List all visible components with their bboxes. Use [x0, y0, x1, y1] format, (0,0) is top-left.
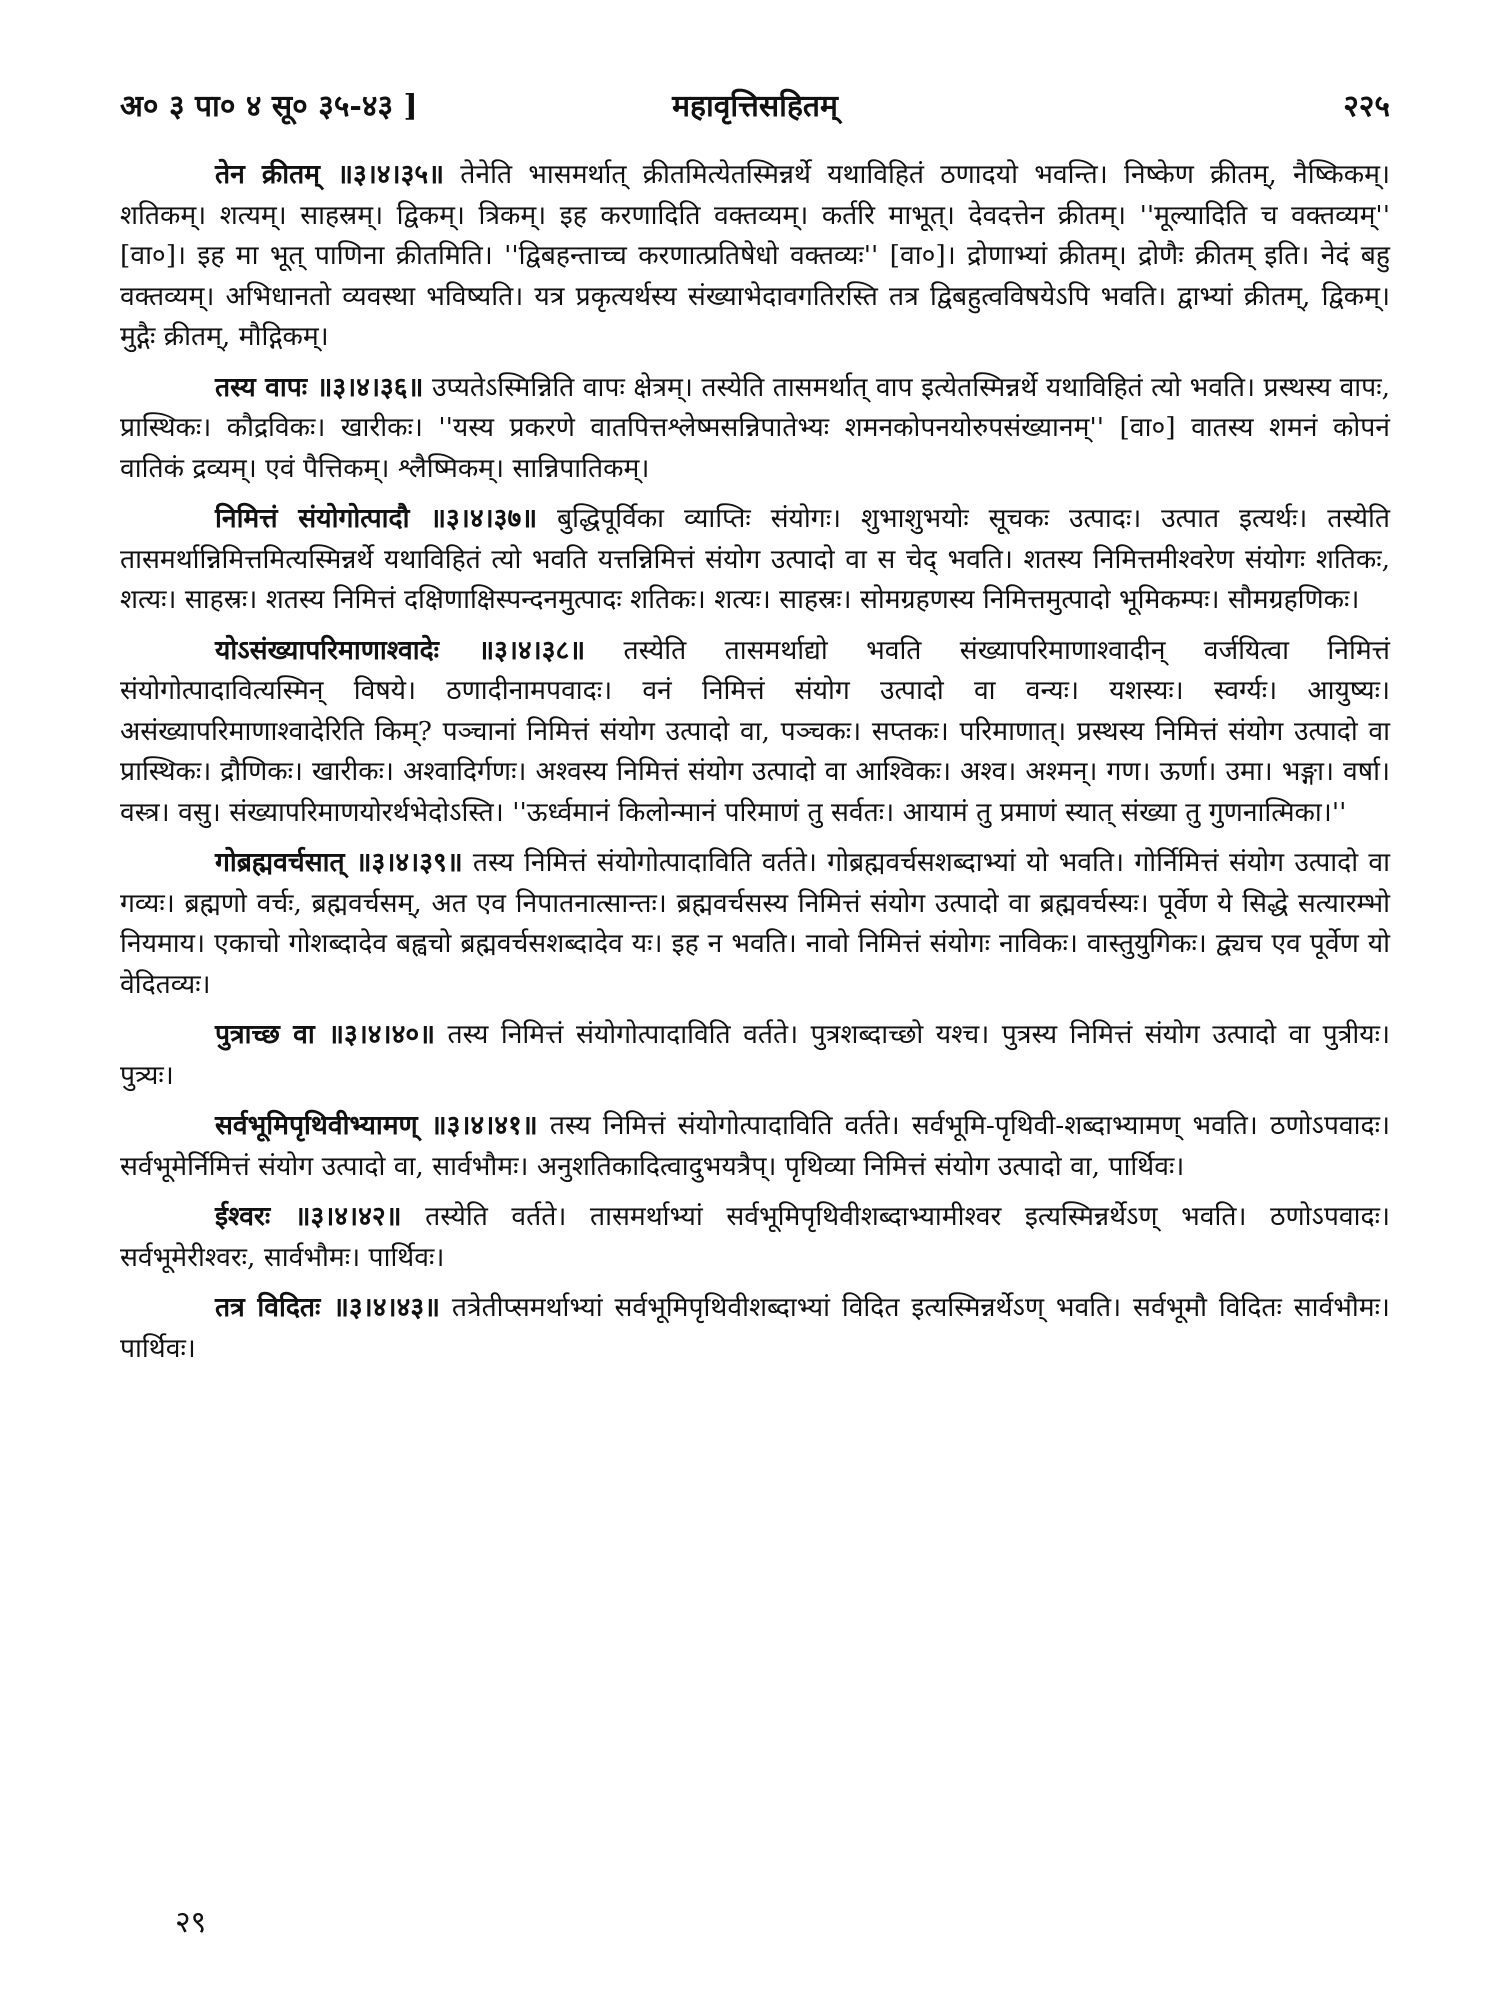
sutra-paragraph	[120, 631, 1390, 834]
footer-signature-mark: २९	[175, 1905, 207, 1940]
sutra-paragraph	[120, 1197, 1390, 1278]
commentary-text: तस्य निमित्तं संयोगोत्पादाविति वर्तते। सर्वभूमि-पृथिवी-शब्दाभ्यामण् भवति। ठणोऽपवादः। सर्वभूमेर्निमित्तं संयोग उत्पादो वा, सार्वभौमः। अनुशतिकादित्वादुभयत्रैप्। पृथिव्या निमित्तं संयोग उत्पादो वा, पार्थिवः।	[120, 1110, 1390, 1182]
sutra-paragraph	[120, 155, 1390, 358]
main-text	[120, 155, 1390, 1379]
sutra-paragraph	[120, 368, 1390, 490]
sutra-paragraph	[120, 1106, 1390, 1187]
header-title: महावृत्तिसहितम्	[672, 89, 838, 124]
sutra-heading: योऽसंख्यापरिमाणाश्वादेः ॥३।४।३८॥	[215, 634, 586, 666]
commentary-text: बुद्धिपूर्विका व्याप्तिः संयोगः। शुभाशुभयोः सूचकः उत्पादः। उत्पात इत्यर्थः। तस्येति तासमर्थान्निमित्तमित्यस्मिन्नर्थे यथाविहितं त्यो भवति यत्तन्निमित्तं संयोग उत्पादो वा स चेद् भवति। शतस्य निमित्तमीश्वरेण संयोगः शतिकः, शत्यः। साहस्रः। शतस्य निमित्तं दक्षिणाक्षिस्पन्दनमुत्पादः शतिकः। शत्यः। साहस्रः। सोमग्रहणस्य निमित्तमुत्पादो भूमिकम्पः। सौमग्रहणिकः।	[120, 503, 1391, 615]
commentary-text: तस्य निमित्तं संयोगोत्पादाविति वर्तते। गोब्रह्मवर्चसशब्दाभ्यां यो भवति। गोर्निमित्तं संयोग उत्पादो वा गव्यः। ब्रह्मणो वर्चः, ब्रह्मवर्चसम्, अत एव निपातनात्सान्तः। ब्रह्मवर्चसस्य निमित्तं संयोग उत्पादो वा ब्रह्मवर्चस्यः। पूर्वेण ये सिद्धे सत्यारम्भो नियमाय। एकाचो गोशब्दादेव बह्वचो ब्रह्मवर्चसशब्दादेव यः। इह न भवति। नावो निमित्तं संयोगः नाविकः। वास्तुयुगिकः। द्व्यच एव पूर्वेण यो वेदितव्यः।	[120, 847, 1391, 1000]
sutra-paragraph	[120, 1288, 1390, 1369]
commentary-text: उप्यतेऽस्मिन्निति वापः क्षेत्रम्। तस्येति तासमर्थात् वाप इत्येतस्मिन्नर्थे यथाविहितं त्यो भवति। प्रस्थस्य वापः, प्रास्थिकः। कौद्रविकः। खारीकः। ''यस्य प्रकरणे वातपित्तश्लेष्मसन्निपातेभ्यः शमनकोपनयोरुपसंख्यानम्'' [वा०] वातस्य शमनं कोपनं वातिकं द्रव्यम्। एवं पैत्तिकम्। श्लैष्मिकम्। सान्निपातिकम्।	[120, 371, 1390, 484]
sutra-heading: निमित्तं संयोगोत्पादौ ॥३।४।३७॥	[215, 503, 538, 534]
sutra-heading: तेन क्रीतम् ॥३।४।३५॥	[215, 159, 445, 190]
sutra-paragraph	[120, 1015, 1390, 1096]
sutra-heading: तस्य वापः ॥३।४।३६॥	[215, 371, 424, 403]
page-number: २२५	[1343, 89, 1390, 124]
commentary-text: तस्य निमित्तं संयोगोत्पादाविति वर्तते। पुत्रशब्दाच्छो यश्च। पुत्रस्य निमित्तं संयोग उत्पादो वा पुत्रीयः। पुत्र्यः।	[120, 1019, 1390, 1091]
sutra-paragraph	[120, 499, 1390, 621]
sutra-heading: तत्र विदितः ॥३।४।४३॥	[215, 1292, 440, 1323]
sutra-heading: सर्वभूमिपृथिवीभ्यामण् ॥३।४।४१॥	[215, 1110, 538, 1141]
commentary-text: तत्रेतीप्समर्थाभ्यां सर्वभूमिपृथिवीशब्दाभ्यां विदित इत्यस्मिन्नर्थेऽण् भवति। सर्वभूमौ विदितः सार्वभौमः। पार्थिवः।	[120, 1292, 1390, 1364]
sutra-heading: गोब्रह्मवर्चसात् ॥३।४।३९॥	[215, 847, 463, 878]
commentary-text: तस्येति वर्तते। तासमर्थाभ्यां सर्वभूमिपृथिवीशब्दाभ्यामीश्वर इत्यस्मिन्नर्थेऽण् भवति। ठणोऽपवादः। सर्वभूमेरीश्वरः, सार्वभौमः। पार्थिवः।	[120, 1201, 1390, 1273]
sutra-heading: पुत्राच्छ वा ॥३।४।४०॥	[215, 1019, 436, 1050]
sutra-heading: ईश्वरः ॥३।४।४२॥	[215, 1201, 402, 1232]
commentary-text: तस्येति तासमर्थाद्यो भवति संख्यापरिमाणाश्वादीन् वर्जयित्वा निमित्तं संयोगोत्पादावित्यस्मिन् विषये। ठणादीनामपवादः। वनं निमित्तं संयोग उत्पादो वा वन्यः। यशस्यः। स्वर्ग्यः। आयुष्यः। असंख्यापरिमाणाश्वादेरिति किम्? पञ्चानां निमित्तं संयोग उत्पादो वा, पञ्चकः। सप्तकः। परिमाणात्। प्रस्थस्य निमित्तं संयोग उत्पादो वा प्रास्थिकः। द्रौणिकः। खारीकः। अश्वादिर्गणः। अश्वस्य निमित्तं संयोग उत्पादो वा आश्विकः। अश्व। अश्मन्। गण। ऊर्णा। उमा। भङ्गा। वर्षा। वस्त्र। वसु। संख्यापरिमाणयोरर्थभेदोऽस्ति। ''ऊर्ध्वमानं किलोन्मानं परिमाणं तु सर्वतः। आयामं तु प्रमाणं स्यात् संख्या तु गुणनात्मिका।''	[120, 634, 1390, 828]
commentary-text: तेनेति भासमर्थात् क्रीतमित्येतस्मिन्नर्थे यथाविहितं ठणादयो भवन्ति। निष्केण क्रीतम्, नैष्किकम्। शतिकम्। शत्यम्। साहस्रम्। द्विकम्। त्रिकम्। इह करणादिति वक्तव्यम्। कर्तरि माभूत्। देवदत्तेन क्रीतम्। ''मूल्यादिति च वक्तव्यम्'' [वा०]। इह मा भूत् पाणिना क्रीतमिति। ''द्विबहन्ताच्च करणात्प्रतिषेधो वक्तव्यः'' [वा०]। द्रोणाभ्यां क्रीतम्। द्रोणैः क्रीतम् इति। नेदं बहु वक्तव्यम्। अभिधानतो व्यवस्था भविष्यति। यत्र प्रकृत्यर्थस्य संख्याभेदावगतिरस्ति तत्र द्विबहुत्वविषयेऽपि भवति। द्वाभ्यां क्रीतम्, द्विकम्। मुद्गैः क्रीतम्, मौद्गिकम्।	[120, 159, 1390, 352]
running-header	[120, 84, 1390, 134]
header-reference: अ० ३ पा० ४ सू० ३५-४३ ]	[120, 89, 418, 124]
sutra-paragraph	[120, 843, 1390, 1005]
